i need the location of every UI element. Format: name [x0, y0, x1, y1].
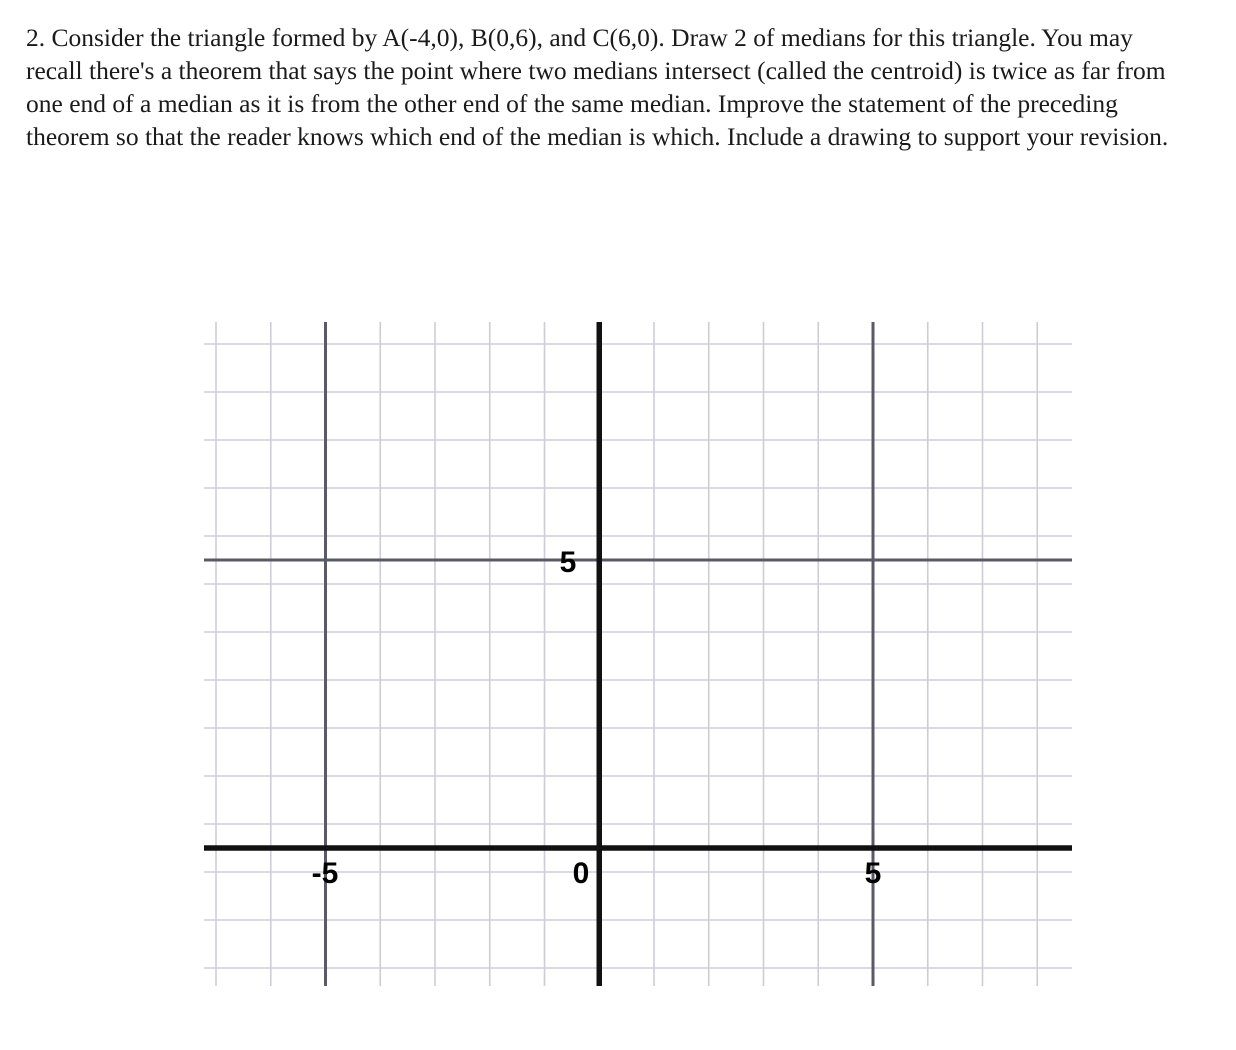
question-paragraph: 2. Consider the triangle formed by A(-4,0), B(0,6), and C(6,0). Draw 2 of medians for this triangle. You may recall there's a theorem that says the point where two medians intersect (called the centroid) is twice as far from one end of a median as it is from the other end of the same median. Improve the statement of the preceding theorem so that the reader knows which end of the median is which. Include a drawing to support your revision. — [26, 23, 1169, 151]
x-tick-label-minus5: -5 — [311, 857, 339, 890]
x-tick-label-plus5: 5 — [864, 857, 882, 890]
y-tick-label-5: 5 — [559, 546, 577, 579]
coordinate-grid-figure — [200, 318, 1076, 990]
origin-label: 0 — [572, 857, 590, 890]
